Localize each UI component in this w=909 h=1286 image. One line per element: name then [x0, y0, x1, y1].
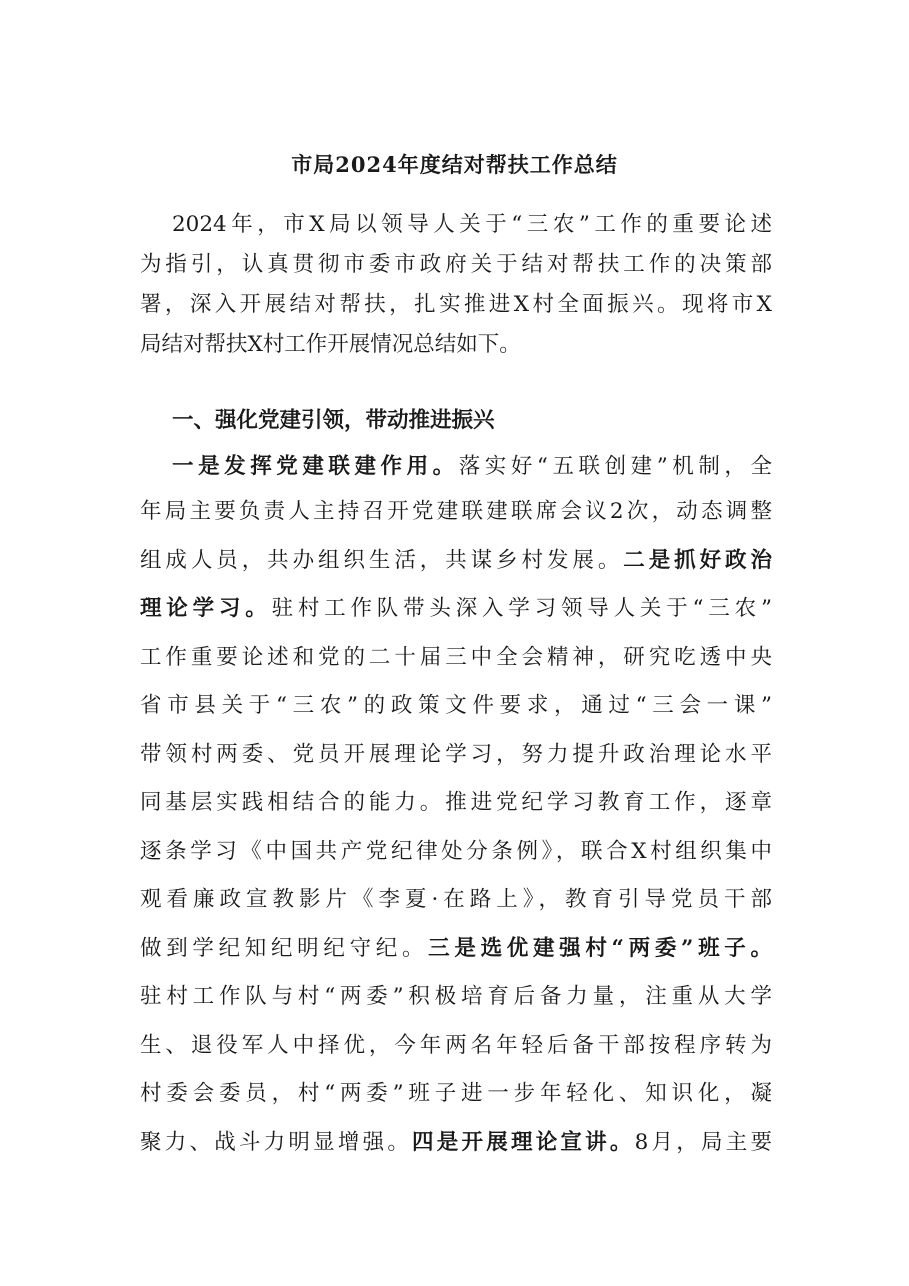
body-line-2: 年局主要负责人主持召开党建联建联席会议2次，动态调整 [140, 499, 772, 524]
body-text: 组成人员，共办组织生活，共谋乡村发展。 [140, 548, 624, 573]
intro-line-2: 为指引，认真贯彻市委市政府关于结对帮扶工作的决策部 [140, 252, 772, 277]
body-text: 做到学纪知纪明纪守纪。 [140, 936, 429, 961]
bold-phrase: 一是发挥党建联建作用。 [172, 454, 459, 479]
body-text: 8月，局主要 [634, 1130, 772, 1155]
intro-line-1: 2024年，市X局以领导人关于“三农”工作的重要论述 [172, 212, 772, 237]
body-line-1 [172, 452, 772, 482]
body-line-9: 逐条学习《中国共产党纪律处分条例》，联合X村组织集中 [140, 839, 772, 864]
body-line-4 [140, 594, 772, 624]
body-line-8: 同基层实践相结合的能力。推进党纪学习教育工作，逐章 [140, 790, 772, 815]
body-line-13: 生、退役军人中择优，今年两名年轻后备干部按程序转为 [140, 1033, 772, 1058]
document-title: 市局2024年度结对帮扶工作总结 [291, 152, 618, 177]
body-line-15 [140, 1128, 772, 1158]
bold-phrase: 二是抓好政治 [623, 548, 772, 573]
intro-line-4: 局结对帮扶X村工作开展情况总结如下。 [140, 332, 521, 357]
body-line-5: 工作重要论述和党的二十届三中全会精神，研究吃透中央 [140, 645, 772, 670]
body-line-7: 带领村两委、党员开展理论学习，努力提升政治理论水平 [140, 742, 772, 767]
body-text: 落实好“五联创建”机制，全 [458, 454, 772, 479]
body-text: 驻村工作队带头深入学习领导人关于“三农” [271, 596, 772, 621]
body-line-10: 观看廉政宣教影片《李夏·在路上》，教育引导党员干部 [140, 887, 772, 912]
body-line-6: 省市县关于“三农”的政策文件要求，通过“三会一课” [140, 693, 772, 718]
intro-line-3: 署，深入开展结对帮扶，扎实推进X村全面振兴。现将市X [140, 292, 772, 317]
section-heading-1: 一、强化党建引领，带动推进振兴 [172, 408, 495, 433]
body-line-14: 村委会委员，村“两委”班子进一步年轻化、知识化，凝 [140, 1081, 772, 1106]
body-line-3 [140, 546, 772, 576]
bold-phrase: 四是开展理论宣讲。 [412, 1130, 635, 1155]
bold-phrase: 三是选优建强村“两委”班子。 [428, 936, 772, 961]
body-text: 聚力、战斗力明显增强。 [140, 1130, 413, 1155]
body-line-12: 驻村工作队与村“两委”积极培育后备力量，注重从大学 [140, 984, 772, 1009]
bold-phrase: 理论学习。 [140, 596, 272, 621]
body-line-11 [140, 934, 772, 964]
